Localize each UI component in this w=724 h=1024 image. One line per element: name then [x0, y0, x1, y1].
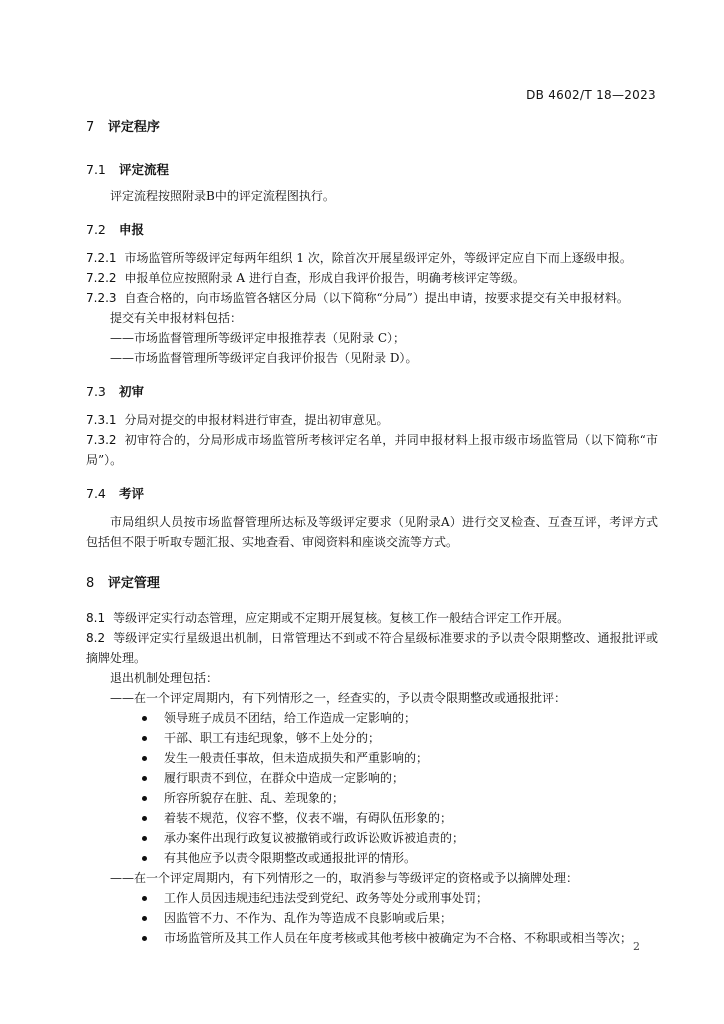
list-item-text: 市场监管所及其工作人员在年度考核或其他考核中被确定为不合格、不称职或相当等次； — [164, 931, 633, 945]
clause-8-2 — [86, 628, 658, 668]
clause-number: 7.2.3 — [86, 291, 117, 305]
bullet-list-2 — [86, 888, 658, 948]
list-item-text: 领导班子成员不团结，给工作造成一定影响的； — [164, 711, 417, 725]
list-item — [86, 908, 658, 928]
dash-item: ——市场监督管理所等级评定申报推荐表（见附录 C）； — [110, 331, 405, 345]
clause-text: 等级评定实行动态管理，应定期或不定期开展复核。复核工作一般结合评定工作开展。 — [113, 611, 570, 625]
list-item — [86, 788, 658, 808]
list-item-text: 着装不规范，仪容不整，仪表不端，有碍队伍形象的； — [164, 811, 453, 825]
bullet-icon — [142, 896, 147, 901]
section-7-2-heading — [86, 220, 658, 240]
bullet-icon — [142, 916, 147, 921]
list-item — [86, 928, 658, 948]
list-item — [86, 888, 658, 908]
paragraph: 退出机制处理包括： — [110, 671, 219, 685]
clause-7-3-1 — [86, 410, 658, 430]
section-7-heading — [86, 118, 658, 138]
paragraph: 提交有关申报材料包括： — [110, 311, 243, 325]
section-number: 7.2 — [86, 222, 106, 237]
clause-text: 市场监管所等级评定每两年组织 1 次，除首次开展星级评定外，等级评定应自下而上逐级申报。 — [124, 251, 632, 265]
clause-text: 自查合格的，向市场监管各辖区分局（以下简称“分局”）提出申请，按要求提交有关申报材料。 — [124, 291, 629, 305]
bullet-list-1 — [86, 708, 658, 868]
clause-text: 申报单位应按照附录 A 进行自查，形成自我评价报告，明确考核评定等级。 — [124, 271, 525, 285]
list-item-text: 有其他应予以责令限期整改或通报批评的情形。 — [164, 851, 417, 865]
clause-number: 8.2 — [86, 631, 106, 645]
list-item — [86, 828, 658, 848]
list-item — [86, 748, 658, 768]
section-8-heading — [86, 574, 658, 594]
page-number: 2 — [633, 940, 640, 953]
document-code: DB 4602/T 18—2023 — [526, 88, 656, 102]
bullet-icon — [142, 856, 147, 861]
clause-text: 初审符合的，分局形成市场监管所考核评定名单，并同申报材料上报市级市场监管局（以下简称“市局”）。 — [86, 433, 658, 467]
dash-item: ——在一个评定周期内，有下列情形之一，经查实的，予以责令限期整改或通报批评： — [110, 691, 567, 705]
clause-7-3-2 — [86, 430, 658, 470]
clause-text: 分局对提交的申报材料进行审查，提出初审意见。 — [124, 413, 389, 427]
clause-number: 7.2.1 — [86, 251, 117, 265]
list-item — [86, 848, 658, 868]
section-7-4-heading — [86, 484, 658, 504]
clause-7-2-1 — [86, 248, 658, 268]
bullet-icon — [142, 716, 147, 721]
clause-7-2-2 — [86, 268, 658, 288]
bullet-icon — [142, 776, 147, 781]
list-item — [86, 728, 658, 748]
paragraph: 评定流程按照附录B中的评定流程图执行。 — [110, 189, 335, 203]
bullet-icon — [142, 836, 147, 841]
clause-8-1 — [86, 608, 658, 628]
section-number: 7.1 — [86, 162, 106, 177]
list-item-text: 履行职责不到位，在群众中造成一定影响的； — [164, 771, 405, 785]
list-item-text: 承办案件出现行政复议被撤销或行政诉讼败诉被追责的； — [164, 831, 465, 845]
section-number: 7 — [86, 120, 95, 135]
bullet-icon — [142, 736, 147, 741]
list-item-text: 工作人员因违规违纪违法受到党纪、政务等处分或刑事处罚； — [164, 891, 489, 905]
bullet-icon — [142, 816, 147, 821]
list-item — [86, 808, 658, 828]
list-item-text: 因监管不力、不作为、乱作为等造成不良影响或后果； — [164, 911, 453, 925]
list-item-text: 发生一般责任事故，但未造成损失和严重影响的； — [164, 751, 429, 765]
clause-number: 7.3.2 — [86, 433, 117, 447]
clause-7-2-3 — [86, 288, 658, 308]
section-number: 8 — [86, 576, 95, 591]
list-item-text: 所容所貌存在脏、乱、差现象的； — [164, 791, 345, 805]
document-body — [86, 118, 658, 948]
section-title: 申报 — [118, 222, 144, 237]
dash-item: ——市场监督管理所等级评定自我评价报告（见附录 D）。 — [110, 351, 418, 365]
section-7-3-heading — [86, 382, 658, 402]
clause-number: 8.1 — [86, 611, 106, 625]
section-title: 评定管理 — [107, 576, 160, 591]
section-title: 初审 — [118, 384, 144, 399]
bullet-icon — [142, 756, 147, 761]
list-item — [86, 708, 658, 728]
clause-number: 7.3.1 — [86, 413, 117, 427]
clause-number: 7.2.2 — [86, 271, 117, 285]
list-item — [86, 768, 658, 788]
section-title: 评定流程 — [118, 162, 169, 177]
clause-text: 等级评定实行星级退出机制，日常管理达不到或不符合星级标准要求的予以责令限期整改、通报批评或摘牌处理。 — [86, 631, 658, 665]
bullet-icon — [142, 936, 147, 941]
section-title: 评定程序 — [107, 120, 160, 135]
section-7-1-heading — [86, 160, 658, 180]
section-title: 考评 — [118, 486, 144, 501]
list-item-text: 干部、职工有违纪现象，够不上处分的； — [164, 731, 381, 745]
section-number: 7.3 — [86, 384, 106, 399]
section-number: 7.4 — [86, 486, 106, 501]
bullet-icon — [142, 796, 147, 801]
dash-item: ——在一个评定周期内，有下列情形之一的，取消参与等级评定的资格或予以摘牌处理： — [110, 871, 579, 885]
paragraph: 市局组织人员按市场监督管理所达标及等级评定要求（见附录A）进行交叉检查、互查互评，考评方式包括但不限于听取专题汇报、实地查看、审阅资料和座谈交流等方式。 — [86, 515, 658, 549]
